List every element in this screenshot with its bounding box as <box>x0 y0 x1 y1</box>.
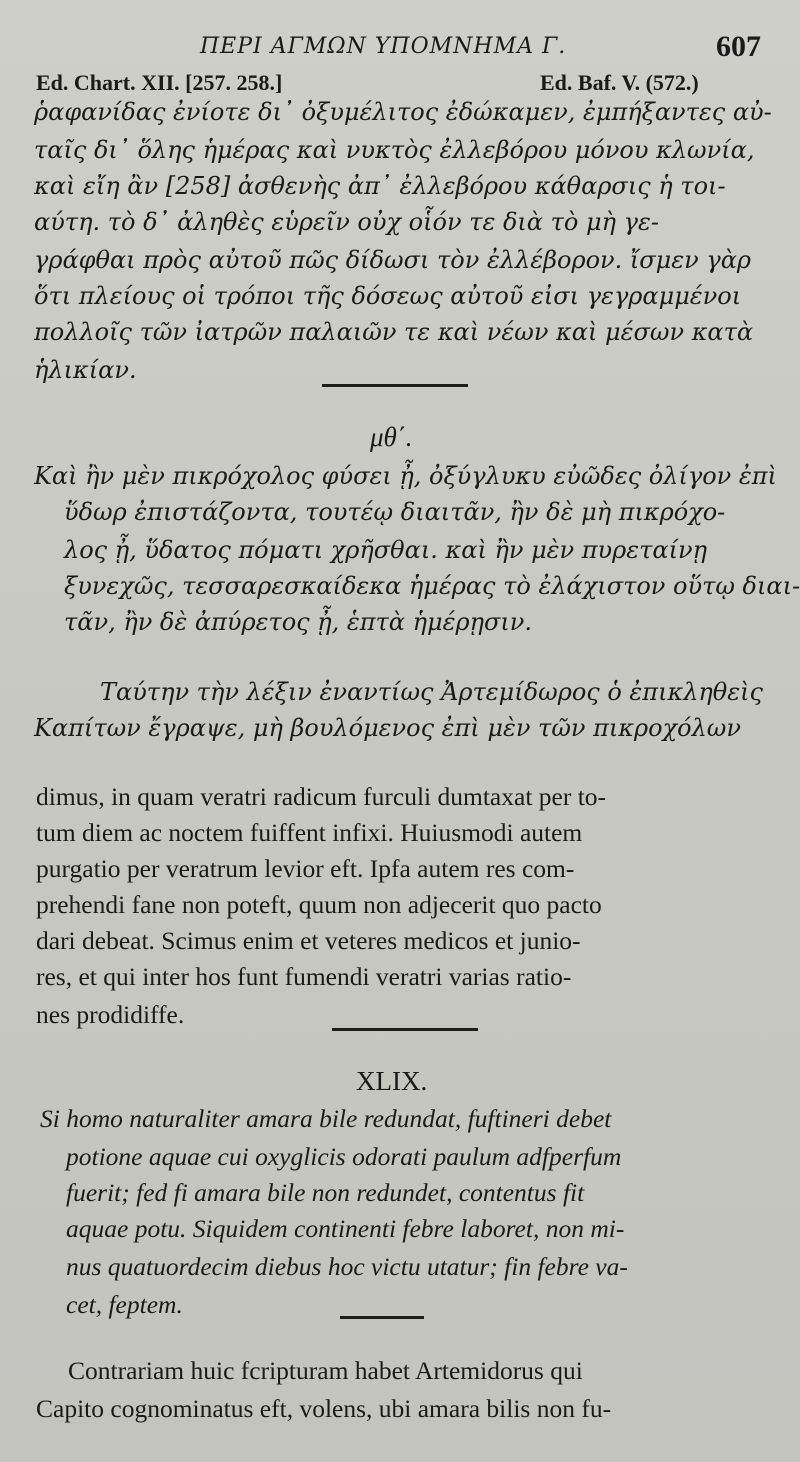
text-line: dari debeat. Scimus enim et veteres medicos et junio- <box>36 926 581 955</box>
text-line: καὶ εἴη ἂν [258] ἀσθενὴς ἀπ᾽ ἐλλεβόρου κάθαρσις ἡ τοι- <box>34 172 726 200</box>
text-line: Contrariam huic fcripturam habet Artemidorus qui <box>68 1356 583 1385</box>
text-line: ῥαφανίδας ἐνίοτε δι᾽ ὀξυμέλιτος ἐδώκαμεν, ἐμπήξαντες αὐ- <box>34 98 772 126</box>
page-number: 607 <box>716 30 761 63</box>
text-line: res, et qui inter hos funt fumendi veratri varias ratio- <box>36 962 572 991</box>
text-line: ὕδωρ ἐπιστάζοντα, τουτέῳ διαιτᾶν, ἢν δὲ μὴ πικρόχο- <box>64 498 726 526</box>
running-header-title: ΠΕΡΙ ΑΓΜΩΝ ΥΠΟΜΝΗΜΑ Γ. <box>200 34 567 59</box>
text-line: aquae potu. Siquidem continenti febre laboret, non mi- <box>66 1214 625 1243</box>
text-line: Ταύτην τὴν λέξιν ἐναντίως Ἀρτεμίδωρος ὁ ἐπικληθεὶς <box>100 678 763 706</box>
text-line: prehendi fane non poteft, quum non adjecerit quo pacto <box>36 890 602 919</box>
text-line: cet, feptem. <box>66 1290 183 1319</box>
text-line: Capito cognominatus eft, volens, ubi amara bilis non fu- <box>36 1394 612 1423</box>
text-line: purgatio per veratrum levior eft. Ipfa autem res com- <box>36 854 575 883</box>
section-divider <box>322 384 468 387</box>
text-line: ἡλικίαν. <box>34 356 137 384</box>
latin-section-number: XLIX. <box>356 1066 428 1096</box>
text-line: dimus, in quam veratri radicum furculi dumtaxat per to- <box>36 782 607 811</box>
text-line: Si homo naturaliter amara bile redundat, fuftineri debet <box>40 1104 612 1133</box>
text-line: ὅτι πλείους οἱ τρόποι τῆς δόσεως αὐτοῦ εἰσι γεγραμμένοι <box>34 282 742 310</box>
section-divider <box>340 1316 424 1319</box>
text-line: tum diem ac noctem fuiffent infixi. Huiusmodi autem <box>36 818 583 847</box>
text-line: nes prodidiffe. <box>36 1000 185 1029</box>
text-line: γράφθαι πρὸς αὐτοῦ πῶς δίδωσι τὸν ἐλλέβορον. ἴσμεν γὰρ <box>34 246 752 274</box>
text-line: πολλοῖς τῶν ἰατρῶν παλαιῶν τε καὶ νέων καὶ μέσων κατὰ <box>34 318 754 346</box>
text-line: τᾶν, ἢν δὲ ἀπύρετος ᾖ, ἑπτὰ ἡμέρῃσιν. <box>64 608 532 636</box>
edition-chartier-ref: Ed. Chart. XII. [257. 258.] <box>36 70 283 95</box>
greek-section-number: μθ΄. <box>370 422 413 452</box>
text-line: ταῖς δι᾽ ὅλης ἡμέρας καὶ νυκτὸς ἐλλεβόρου μόνου κλωνία, <box>34 136 755 164</box>
text-line: potione aquae cui oxyglicis odorati paulum adfperfum <box>66 1142 622 1171</box>
text-line: fuerit; fed fi amara bile non redundet, contentus fit <box>66 1178 585 1207</box>
text-line: nus quatuordecim diebus hoc victu utatur; fin febre va- <box>66 1252 628 1281</box>
section-divider <box>332 1028 478 1031</box>
text-line: λος ᾖ, ὕδατος πόματι χρῆσθαι. καὶ ἢν μὲν πυρεταίνῃ <box>64 536 707 564</box>
text-line: Καὶ ἢν μὲν πικρόχολος φύσει ᾖ, ὀξύγλυκυ εὐῶδες ὀλίγον ἐπὶ <box>34 462 777 490</box>
text-line: ξυνεχῶς, τεσσαρεσκαίδεκα ἡμέρας τὸ ἐλάχιστον οὕτῳ διαι- <box>64 572 800 600</box>
edition-basel-ref: Ed. Baf. V. (572.) <box>540 70 699 95</box>
text-line: Καπίτων ἔγραψε, μὴ βουλόμενος ἐπὶ μὲν τῶν πικροχόλων <box>34 714 741 742</box>
text-line: αύτη. τὸ δ᾽ ἀληθὲς εὑρεῖν οὐχ οἷόν τε διὰ τὸ μὴ γε- <box>34 208 659 236</box>
